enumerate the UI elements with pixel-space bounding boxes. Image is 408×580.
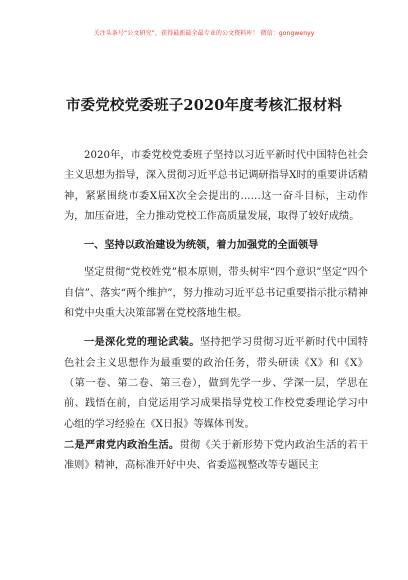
intro-paragraph: 2020年，市委党校党委班子坚持以习近平新时代中国特色社会主义思想为指导，深入贯彻习近平总书记调研指导X时的重要讲话精神，紧紧围绕市委X届X次全会提出的……这一奋斗目标，主动作为，加压奋进，全力推动党校工作高质量发展，取得了较好成绩。 [64,150,368,222]
section-paragraph: 坚定贯彻“党校姓党”根本原则，带头树牢“四个意识”坚定“四个自信”、落实“两个维护”，努力推动习近平总书记重要指示批示精神和党中央重大决策部署在党校落地生根。 [64,267,368,320]
item-paragraph-2 [64,435,368,477]
item-lead-1: 一是深化党的理论武装。 [84,336,200,349]
header-note: 关注头条号“公文研究”，获得最新最全最专业的公文资料库！ 微信：gongwenyy [93,30,315,37]
item-paragraph-1 [64,332,368,434]
item-lead-2: 二是严肃党内政治生活。 [64,438,180,451]
item-text-2: 贯彻《关于新形势下党内政治生活的若干准则》精神，高标准开好中央、省委巡视整改等专题民主 [64,439,369,472]
document-title: 市委党校党委班子2020年度考核汇报材料 [65,97,343,114]
section-heading: 一、坚持以政治建设为统领，着力加强党的全面领导 [84,239,319,252]
document-body [64,146,368,476]
item-text-1: 坚持把学习贯彻习近平新时代中国特色社会主义思想作为最重要的政治任务，带头研读《X》和《X》（第一卷、第二卷、第三卷），做到先学一步、学深一层，学思在前、践悟在前，自觉运用学习成果指导党校工作校党委理论学习中心组的学习经验在《X日报》等媒体刊发。 [64,337,368,430]
